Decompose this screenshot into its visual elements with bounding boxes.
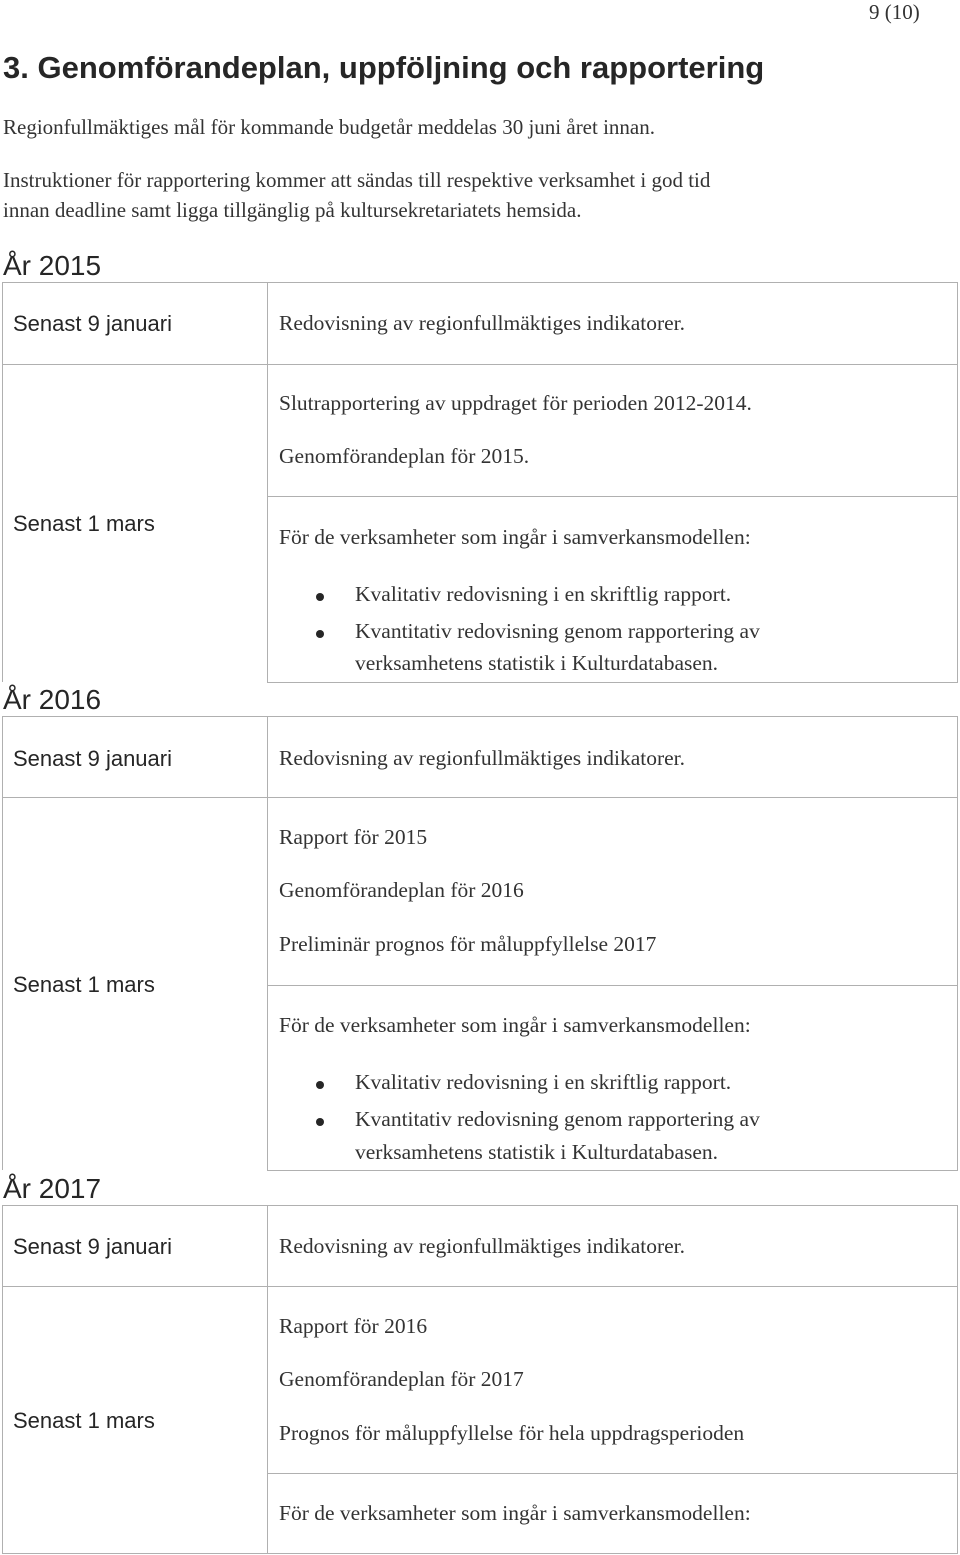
table-border (957, 282, 958, 682)
table-border (2, 1205, 3, 1553)
table-border (267, 682, 958, 683)
table-border (267, 1473, 958, 1474)
coop-heading: För de verksamheter som ingår i samverkansmodellen: (279, 1501, 751, 1525)
deadline-jan-text: Redovisning av regionfullmäktiges indikatorer. (279, 746, 686, 770)
table-border (2, 797, 958, 798)
deadline-jan-text: Redovisning av regionfullmäktiges indikatorer. (279, 1234, 686, 1258)
table-border (267, 1205, 268, 1553)
march-item: Rapport för 2015 (279, 825, 428, 849)
table-border (2, 282, 958, 283)
march-item: Rapport för 2016 (279, 1314, 428, 1338)
bullet-icon (316, 1118, 324, 1126)
table-border (2, 716, 958, 717)
table-border (267, 1170, 958, 1171)
bullet-item: Kvantitativ redovisning genom rapportering av (355, 619, 760, 643)
year-2017-heading: År 2017 (3, 1173, 102, 1204)
table-border (2, 716, 3, 1170)
march-item: Prognos för måluppfyllelse för hela uppdragsperioden (279, 1421, 745, 1445)
intro-paragraph-2-line-2: innan deadline samt ligga tillgänglig på kultursekretariatets hemsida. (3, 198, 582, 222)
section-heading: 3. Genomförandeplan, uppföljning och rapportering (3, 50, 765, 85)
march-item: Genomförandeplan för 2016 (279, 878, 524, 902)
table-border (2, 1205, 958, 1206)
table-border (2, 1553, 958, 1554)
table-border (957, 716, 958, 1170)
coop-heading: För de verksamheter som ingår i samverkansmodellen: (279, 525, 751, 549)
table-border (267, 716, 268, 1170)
march-item: Slutrapportering av uppdraget för perioden 2012-2014. (279, 391, 752, 415)
intro-paragraph-2-line-1: Instruktioner för rapportering kommer att sändas till respektive verksamhet i god tid (3, 168, 711, 192)
bullet-icon (316, 1081, 324, 1089)
deadline-mar-label: Senast 1 mars (13, 972, 155, 997)
table-border (2, 1286, 958, 1287)
march-item: Genomförandeplan för 2015. (279, 444, 530, 468)
deadline-mar-label: Senast 1 mars (13, 511, 155, 536)
table-border (2, 282, 3, 682)
table-border (957, 1205, 958, 1553)
year-2015-heading: År 2015 (3, 250, 102, 281)
march-item: Genomförandeplan för 2017 (279, 1367, 524, 1391)
march-item: Preliminär prognos för måluppfyllelse 2017 (279, 932, 657, 956)
year-2016-heading: År 2016 (3, 684, 102, 715)
table-border (267, 496, 958, 497)
bullet-item-continuation: verksamhetens statistik i Kulturdatabasen. (355, 1140, 719, 1164)
bullet-item-continuation: verksamhetens statistik i Kulturdatabasen. (355, 651, 719, 675)
deadline-jan-label: Senast 9 januari (13, 311, 172, 336)
bullet-icon (316, 593, 324, 601)
deadline-jan-label: Senast 9 januari (13, 1234, 172, 1259)
page-number: 9 (10) (869, 0, 920, 24)
deadline-mar-label: Senast 1 mars (13, 1408, 155, 1433)
bullet-icon (316, 630, 324, 638)
table-border (267, 985, 958, 986)
bullet-item: Kvantitativ redovisning genom rapportering av (355, 1107, 760, 1131)
intro-paragraph-1: Regionfullmäktiges mål för kommande budgetår meddelas 30 juni året innan. (3, 115, 655, 139)
deadline-jan-label: Senast 9 januari (13, 746, 172, 771)
bullet-item: Kvalitativ redovisning i en skriftlig rapport. (355, 582, 732, 606)
bullet-item: Kvalitativ redovisning i en skriftlig rapport. (355, 1070, 732, 1094)
table-border (267, 282, 268, 682)
table-border (2, 364, 958, 365)
deadline-jan-text: Redovisning av regionfullmäktiges indikatorer. (279, 311, 686, 335)
coop-heading: För de verksamheter som ingår i samverkansmodellen: (279, 1013, 751, 1037)
